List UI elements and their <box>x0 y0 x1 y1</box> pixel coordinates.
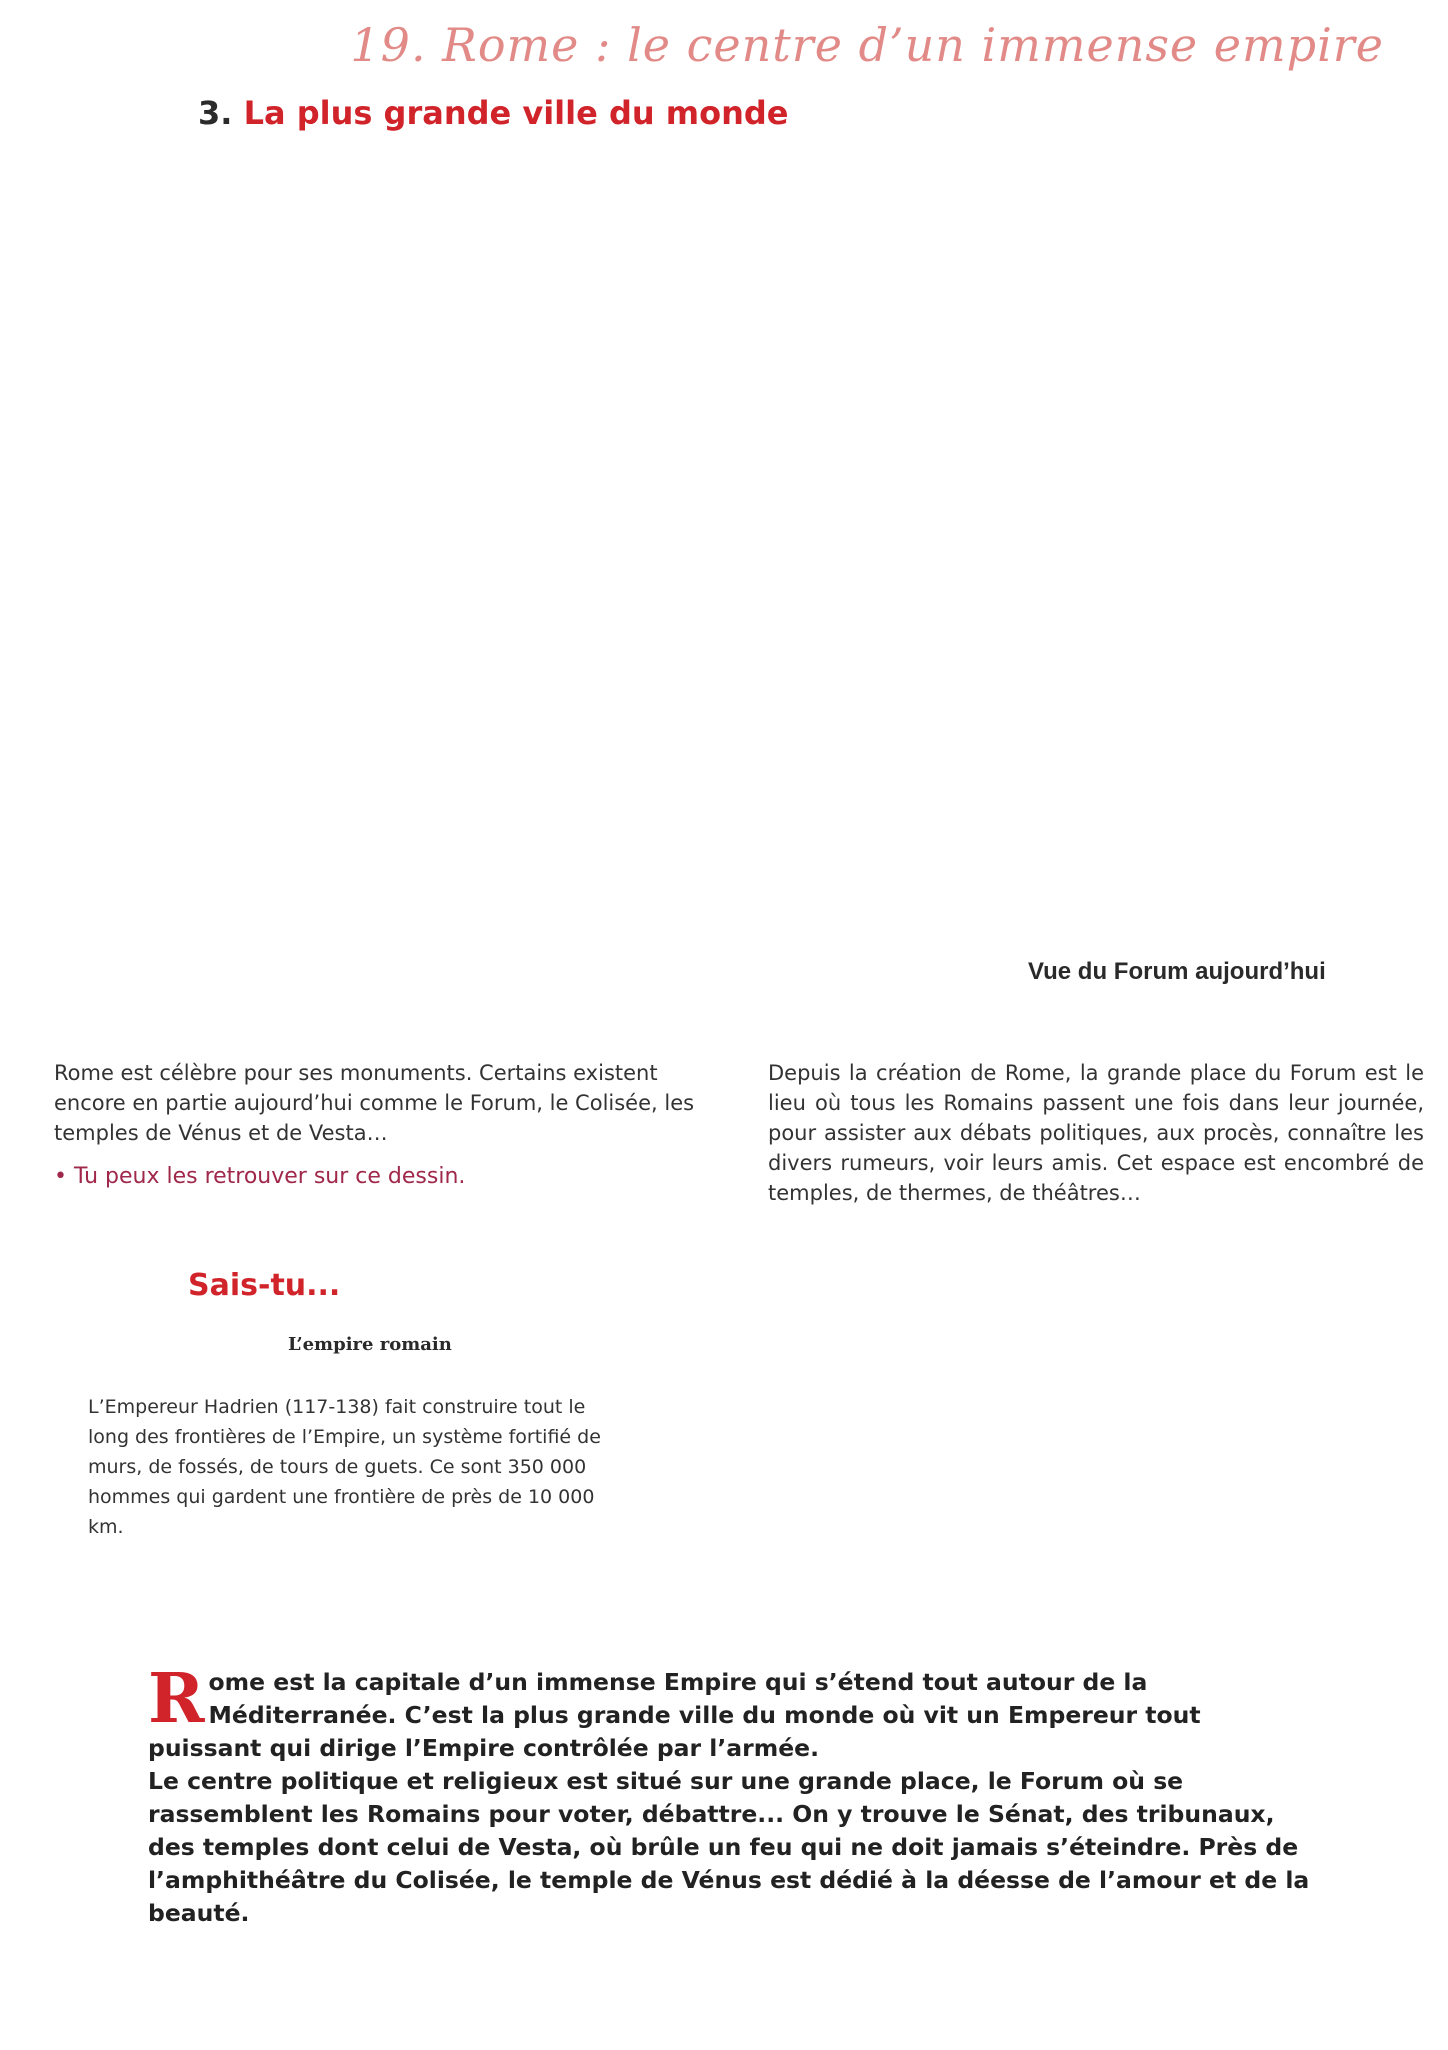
sais-tu-text: L’Empereur Hadrien (117-138) fait construire tout le long des frontières de l’Empire, un système fortifié de murs, de fossés, de tours de guets. Ce sont 350 000 hommes qui gardent une frontière de près de 10 000 km. <box>88 1396 601 1538</box>
right-column <box>768 1058 1424 1208</box>
exercise-bullet: • Tu peux les retrouver sur ce dessin. <box>54 1164 466 1189</box>
right-column-text: Depuis la création de Rome, la grande place du Forum est le lieu où tous les Romains passent une fois dans leur journée, pour assister aux débats politiques, aux procès, connaître les divers rumeurs, voir leurs amis. Cet espace est encombré de temples, de thermes, de théâtres… <box>768 1061 1424 1205</box>
section-number: 3. <box>198 94 233 132</box>
left-column-text: Rome est célèbre pour ses monuments. Certains existent encore en partie aujourd’hui comme le Forum, le Colisée, les temples de Vénus et de Vesta… <box>54 1061 695 1145</box>
summary-paragraph-1: ome est la capitale d’un immense Empire qui s’étend tout autour de la Méditerranée. C’est la plus grande ville du monde où vit un Empereur tout puissant qui dirige l’Empire contrôlée par l’armée. <box>148 1668 1201 1762</box>
page-header-title: 19. Rome : le centre d’un immense empire <box>350 18 1384 72</box>
image-caption: Vue du Forum aujourd’hui <box>1028 958 1326 985</box>
summary-paragraph-2: Le centre politique et religieux est situé sur une grande place, le Forum où se rassemblent les Romains pour voter, débattre... On y trouve le Sénat, des tribunaux, des temples dont celui de Vesta, où brûle un feu qui ne doit jamais s’éteindre. Près de l’amphithéâtre du Colisée, le temple de Vénus est dédié à la déesse de l’amour et de la beauté. <box>148 1767 1310 1927</box>
sais-tu-title: L’empire romain <box>288 1334 452 1355</box>
summary-block <box>148 1659 1318 1930</box>
forum-image-area <box>54 150 1434 950</box>
left-column <box>54 1058 714 1192</box>
section-heading <box>198 94 789 132</box>
sais-tu-heading: Sais-tu... <box>188 1268 341 1303</box>
summary-dropcap: R <box>148 1659 205 1739</box>
section-title: La plus grande ville du monde <box>243 94 789 132</box>
